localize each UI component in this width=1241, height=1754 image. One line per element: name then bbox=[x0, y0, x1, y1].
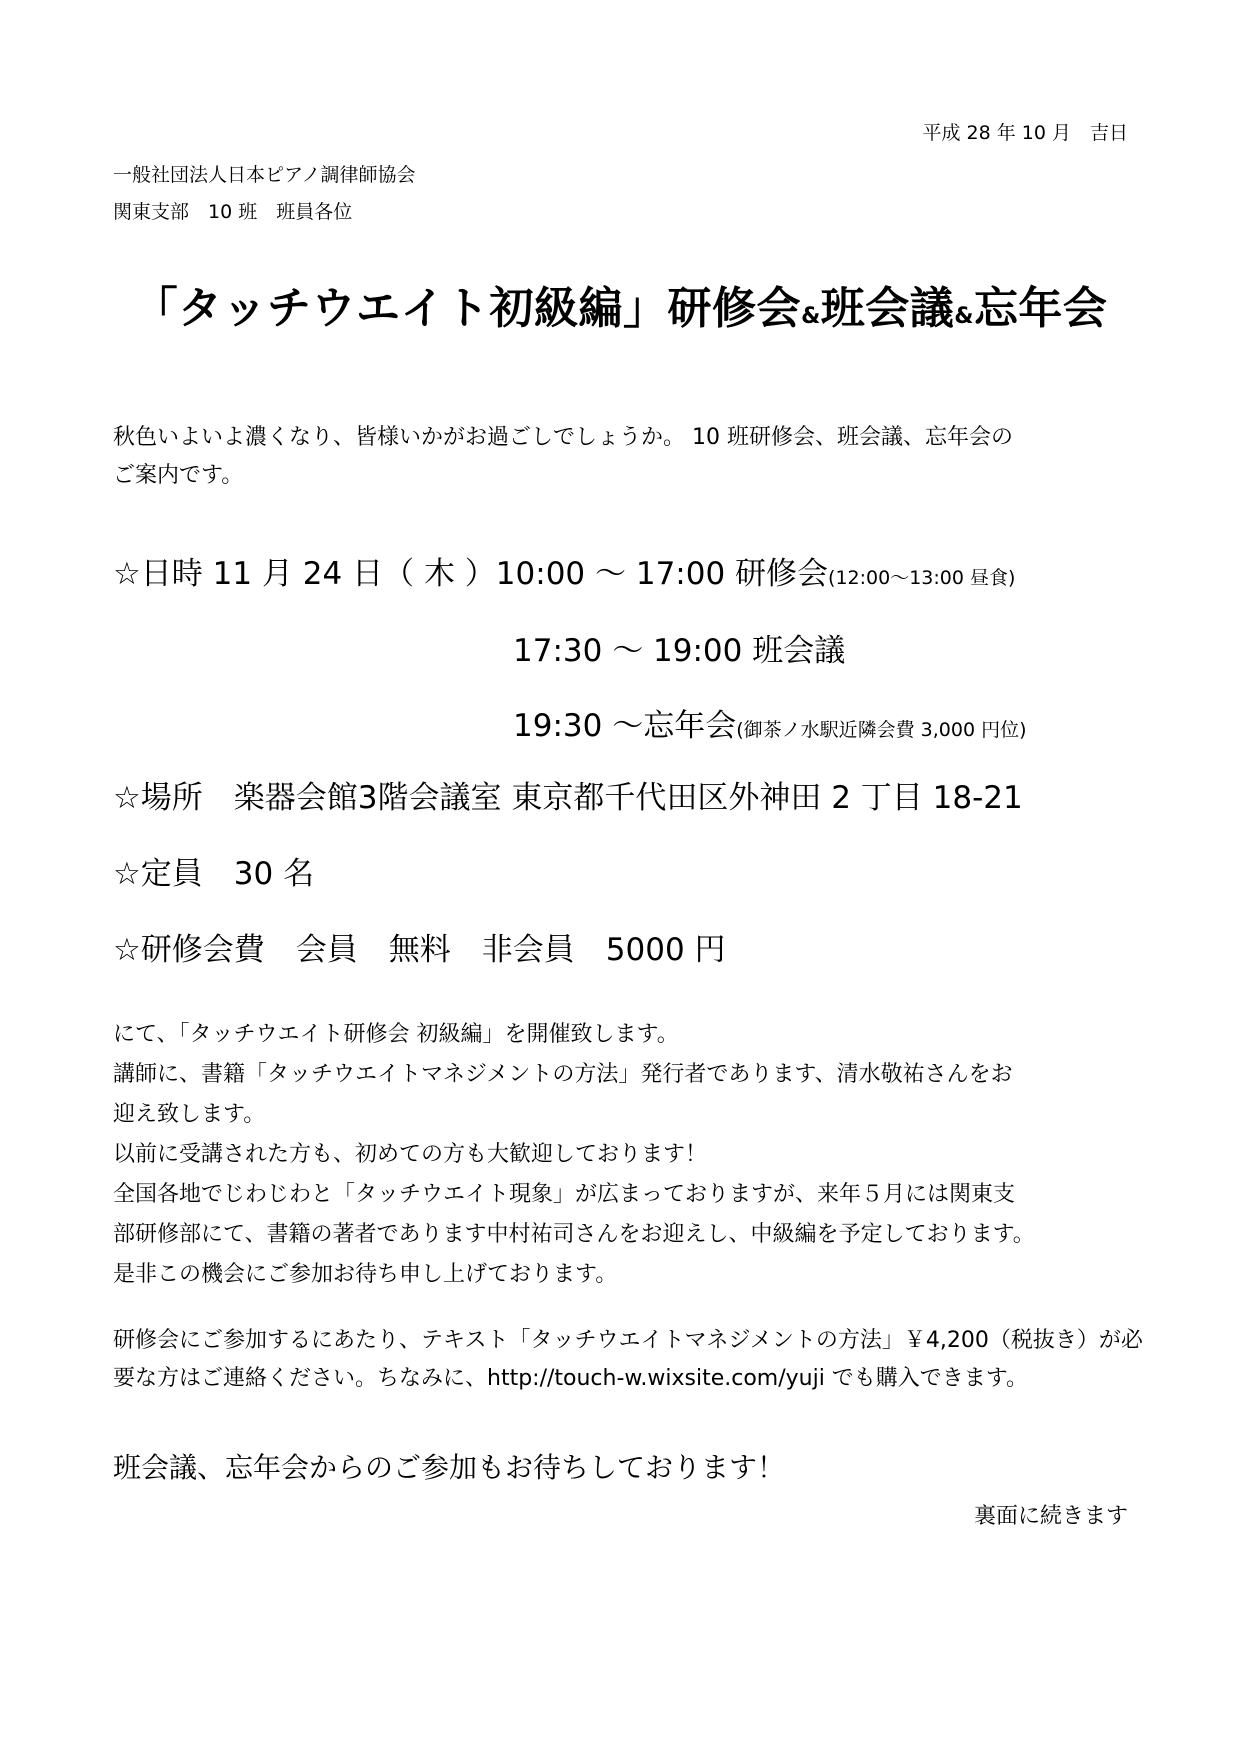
schedule-note: (御茶ノ水駅近隣会費 3,000 円位) bbox=[736, 719, 1027, 741]
organization-name: 一般社団法人日本ピアノ調律師協会 bbox=[113, 164, 416, 186]
schedule-note: (12:00～13:00 昼食) bbox=[828, 567, 1016, 589]
textbook-note-line: 要な方はご連絡ください。ちなみに、http://touch-w.wixsite.com/yuji でも購入できます。 bbox=[113, 1366, 1029, 1391]
body-line: 以前に受講された方も、初めての方も大歓迎しております！ bbox=[113, 1142, 708, 1167]
body-line: 全国各地でじわじわと「タッチウエイト現象」が広まっておりますが、来年５月には関東支 bbox=[113, 1182, 1016, 1207]
schedule-party bbox=[513, 700, 1027, 745]
body-line: にて、「タッチウエイト研修会 初級編」を開催致します。 bbox=[113, 1022, 679, 1047]
title-part-party: 忘年会 bbox=[973, 283, 1108, 334]
document-date: 平成 28 年 10 月 吉日 bbox=[922, 122, 1128, 144]
title-part-meeting: 班会議 bbox=[820, 283, 955, 334]
title-ampersand: & bbox=[954, 304, 974, 329]
title-ampersand: & bbox=[801, 304, 821, 329]
schedule-seminar bbox=[113, 548, 1015, 593]
body-line: 迎え致します。 bbox=[113, 1102, 266, 1127]
recipient-line: 関東支部 10 班 班員各位 bbox=[113, 201, 353, 223]
venue-line: ☆場所 楽器会館3階会議室 東京都千代田区外神田 2 丁目 18-21 bbox=[113, 780, 1023, 816]
schedule-text: 19:30 ～忘年会 bbox=[513, 708, 737, 744]
schedule-meeting: 17:30 ～ 19:00 班会議 bbox=[513, 633, 846, 669]
body-line: 講師に、書籍「タッチウエイトマネジメントの方法」発行者であります、清水敬祐さんをお bbox=[113, 1062, 1013, 1087]
intro-line: 秋色いよいよ濃くなり、皆様いかがお過ごしでしょうか。 10 班研修会、班会議、忘年会の bbox=[113, 425, 1013, 450]
continued-note: 裏面に続きます bbox=[973, 1504, 1128, 1529]
intro-line: ご案内です。 bbox=[113, 463, 244, 488]
schedule-text: ☆日時 11 月 24 日（ 木 ）10:00 ～ 17:00 研修会 bbox=[113, 556, 829, 592]
document-title bbox=[0, 272, 1241, 336]
body-line: 部研修部にて、書籍の著者であります中村祐司さんをお迎えし、中級編を予定しております。 bbox=[113, 1222, 1035, 1247]
fee-line: ☆研修会費 会員 無料 非会員 5000 円 bbox=[113, 932, 726, 968]
title-part-seminar: 「タッチウエイト初級編」研修会 bbox=[133, 283, 802, 334]
closing-message: 班会議、忘年会からのご参加もお待ちしております！ bbox=[113, 1451, 786, 1484]
body-line: 是非この機会にご参加お待ち申し上げております。 bbox=[113, 1262, 618, 1287]
textbook-note-line: 研修会にご参加するにあたり、テキスト「タッチウエイトマネジメントの方法」￥4,200（税抜き）が必 bbox=[113, 1328, 1143, 1353]
capacity-line: ☆定員 30 名 bbox=[113, 856, 315, 892]
